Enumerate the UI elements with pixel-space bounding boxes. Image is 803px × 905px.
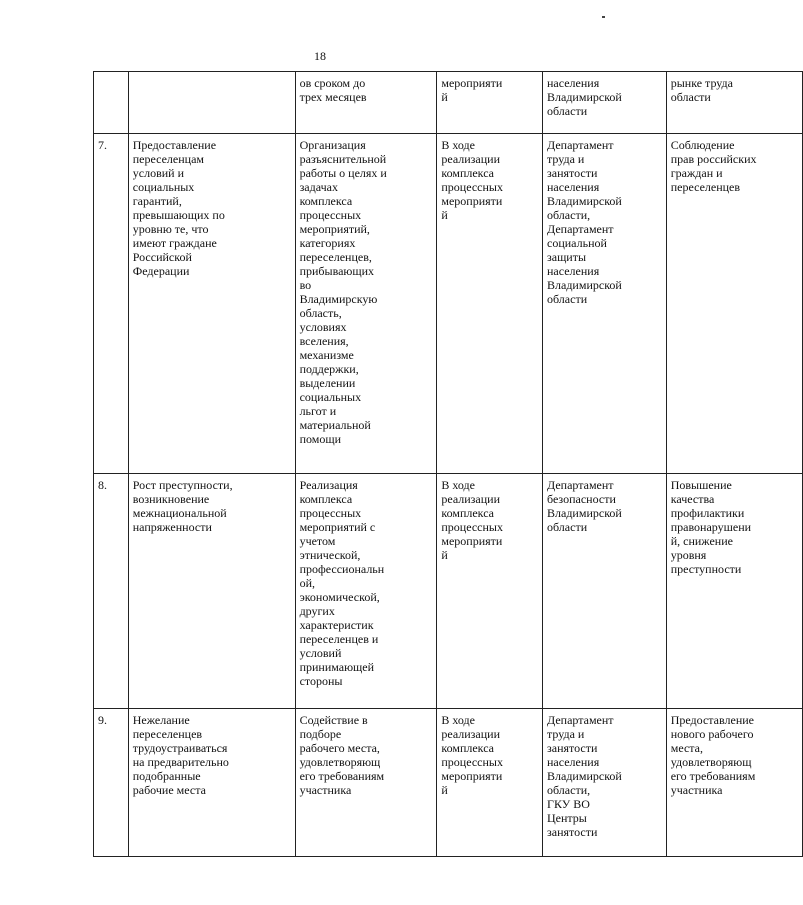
result-cell: Соблюдение прав российских граждан и переселенцев: [666, 134, 802, 474]
table-row: [94, 709, 803, 857]
executor-cell: Департамент труда и занятости населения Владимирской области, ГКУ ВО Центры занятости: [543, 709, 667, 857]
risk-table: [93, 71, 803, 857]
table-row: [94, 134, 803, 474]
risk-cell: Нежелание переселенцев трудоустраиваться на предварительно подобранные рабочие места: [128, 709, 295, 857]
risk-cell: [128, 72, 295, 134]
term-cell: В ходе реализации комплекса процессных мероприяти й: [437, 134, 543, 474]
measures-cell: ов сроком до трех месяцев: [295, 72, 437, 134]
result-cell: Предоставление нового рабочего места, удовлетворяющ его требованиям участника: [666, 709, 802, 857]
row-number-cell: 7.: [94, 134, 129, 474]
term-cell: В ходе реализации комплекса процессных мероприяти й: [437, 474, 543, 709]
risk-cell: Предоставление переселенцам условий и социальных гарантий, превышающих по уровню те, что имеют граждане Российской Федерации: [128, 134, 295, 474]
result-cell: Повышение качества профилактики правонарушени й, снижение уровня преступности: [666, 474, 802, 709]
result-cell: рынке труда области: [666, 72, 802, 134]
measures-cell: Реализация комплекса процессных мероприятий с учетом этнической, профессиональн ой, экономической, других характеристик переселенцев и условий принимающей стороны: [295, 474, 437, 709]
term-cell: мероприяти й: [437, 72, 543, 134]
measures-cell: Содействие в подборе рабочего места, удовлетворяющ его требованиям участника: [295, 709, 437, 857]
executor-cell: населения Владимирской области: [543, 72, 667, 134]
term-cell: В ходе реализации комплекса процессных мероприяти й: [437, 709, 543, 857]
row-number-cell: 9.: [94, 709, 129, 857]
row-number-cell: [94, 72, 129, 134]
measures-cell: Организация разъяснительной работы о целях и задачах комплекса процессных мероприятий, категориях переселенцев, прибывающих во Владимирскую область, условиях вселения, механизме поддержки, выделении социальных льгот и материальной помощи: [295, 134, 437, 474]
table-row: [94, 474, 803, 709]
executor-cell: Департамент труда и занятости населения Владимирской области, Департамент социальной защиты населения Владимирской области: [543, 134, 667, 474]
page-number: 18: [314, 49, 326, 63]
page-corner-mark: [602, 16, 605, 18]
row-number-cell: 8.: [94, 474, 129, 709]
executor-cell: Департамент безопасности Владимирской области: [543, 474, 667, 709]
table-row: [94, 72, 803, 134]
risk-cell: Рост преступности, возникновение межнациональной напряженности: [128, 474, 295, 709]
